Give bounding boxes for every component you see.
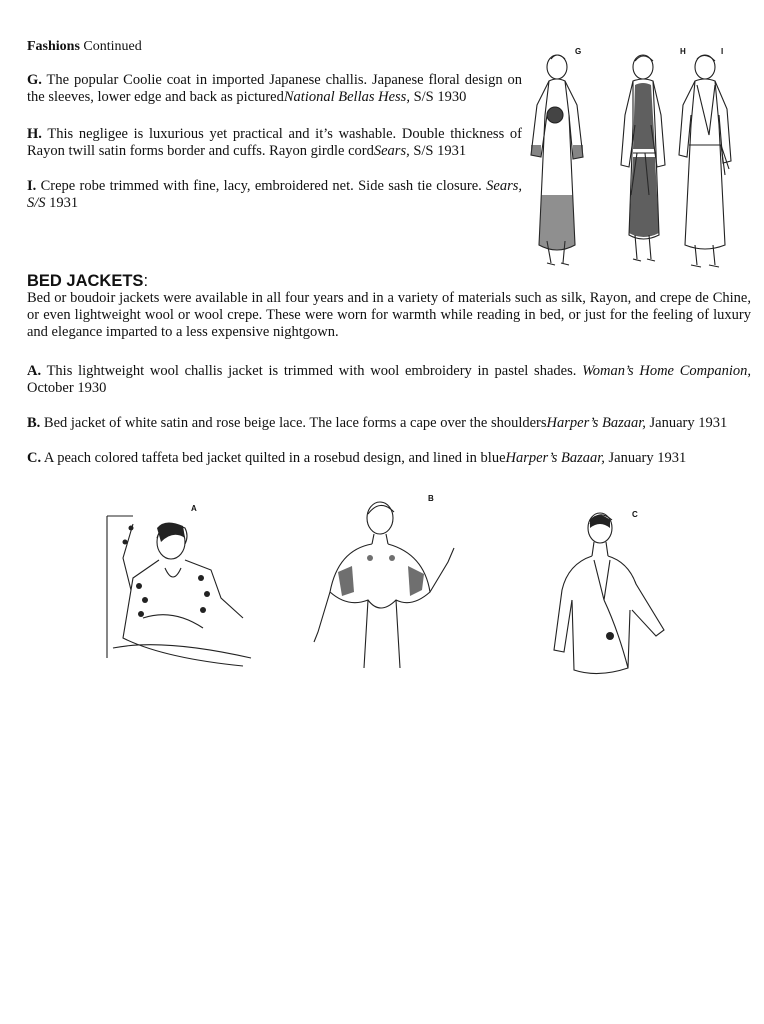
bed-jackets-intro: Bed or boudoir jackets were available in all four years and in a variety of materials such as silk, Rayon, and crepe de Chine, or even lightweight wool or wool crepe. These were worn for warmth while reading in bed, or just for the feeling of luxury and elegance imparted to a less expensive nightgown. — [27, 290, 751, 340]
page-heading: Fashions Continued — [27, 39, 142, 54]
entry-h: H. This negligee is luxurious yet practical and it’s washable. Double thickness of Rayon twill satin forms border and cuffs. Rayon girdle cordSears, S/S 1931 — [27, 126, 522, 159]
entry-g: G. The popular Coolie coat in imported Japanese challis. Japanese floral design on the sleeves, lower edge and back as picturedNational Bellas Hess, S/S 1930 — [27, 72, 522, 105]
robes-illustration — [525, 45, 740, 277]
bed-jacket-b: B. Bed jacket of white satin and rose beige lace. The lace forms a cape over the shouldersHarper’s Bazaar, January 1931 — [27, 415, 728, 431]
section-title-bed-jackets: BED JACKETS: — [27, 272, 149, 290]
jacket-c-drawing — [548, 500, 668, 680]
jacket-b-drawing — [308, 492, 468, 672]
bed-jacket-a-illustration — [103, 498, 253, 673]
figure-label-b: B — [428, 494, 434, 503]
figure-label-h: H — [680, 47, 686, 56]
jacket-a-drawing — [103, 498, 253, 673]
figure-label-g: G — [575, 47, 582, 56]
figure-label-a: A — [191, 504, 197, 513]
bed-jacket-c: C. A peach colored taffeta bed jacket quilted in a rosebud design, and lined in blueHarper’s Bazaar, January 1931 — [27, 450, 687, 466]
robes-drawing — [525, 45, 740, 277]
figure-label-i: I — [721, 47, 724, 56]
figure-label-c: C — [632, 510, 638, 519]
bed-jacket-a: A. This lightweight wool challis jacket is trimmed with wool embroidery in pastel shades. Woman’s Home Companion, October 1930 — [27, 363, 752, 396]
entry-i: I. Crepe robe trimmed with fine, lacy, embroidered net. Side sash tie closure. Sears, S/S 1931 — [27, 178, 522, 211]
bed-jacket-c-illustration — [548, 500, 668, 680]
bed-jacket-b-illustration — [308, 492, 468, 672]
